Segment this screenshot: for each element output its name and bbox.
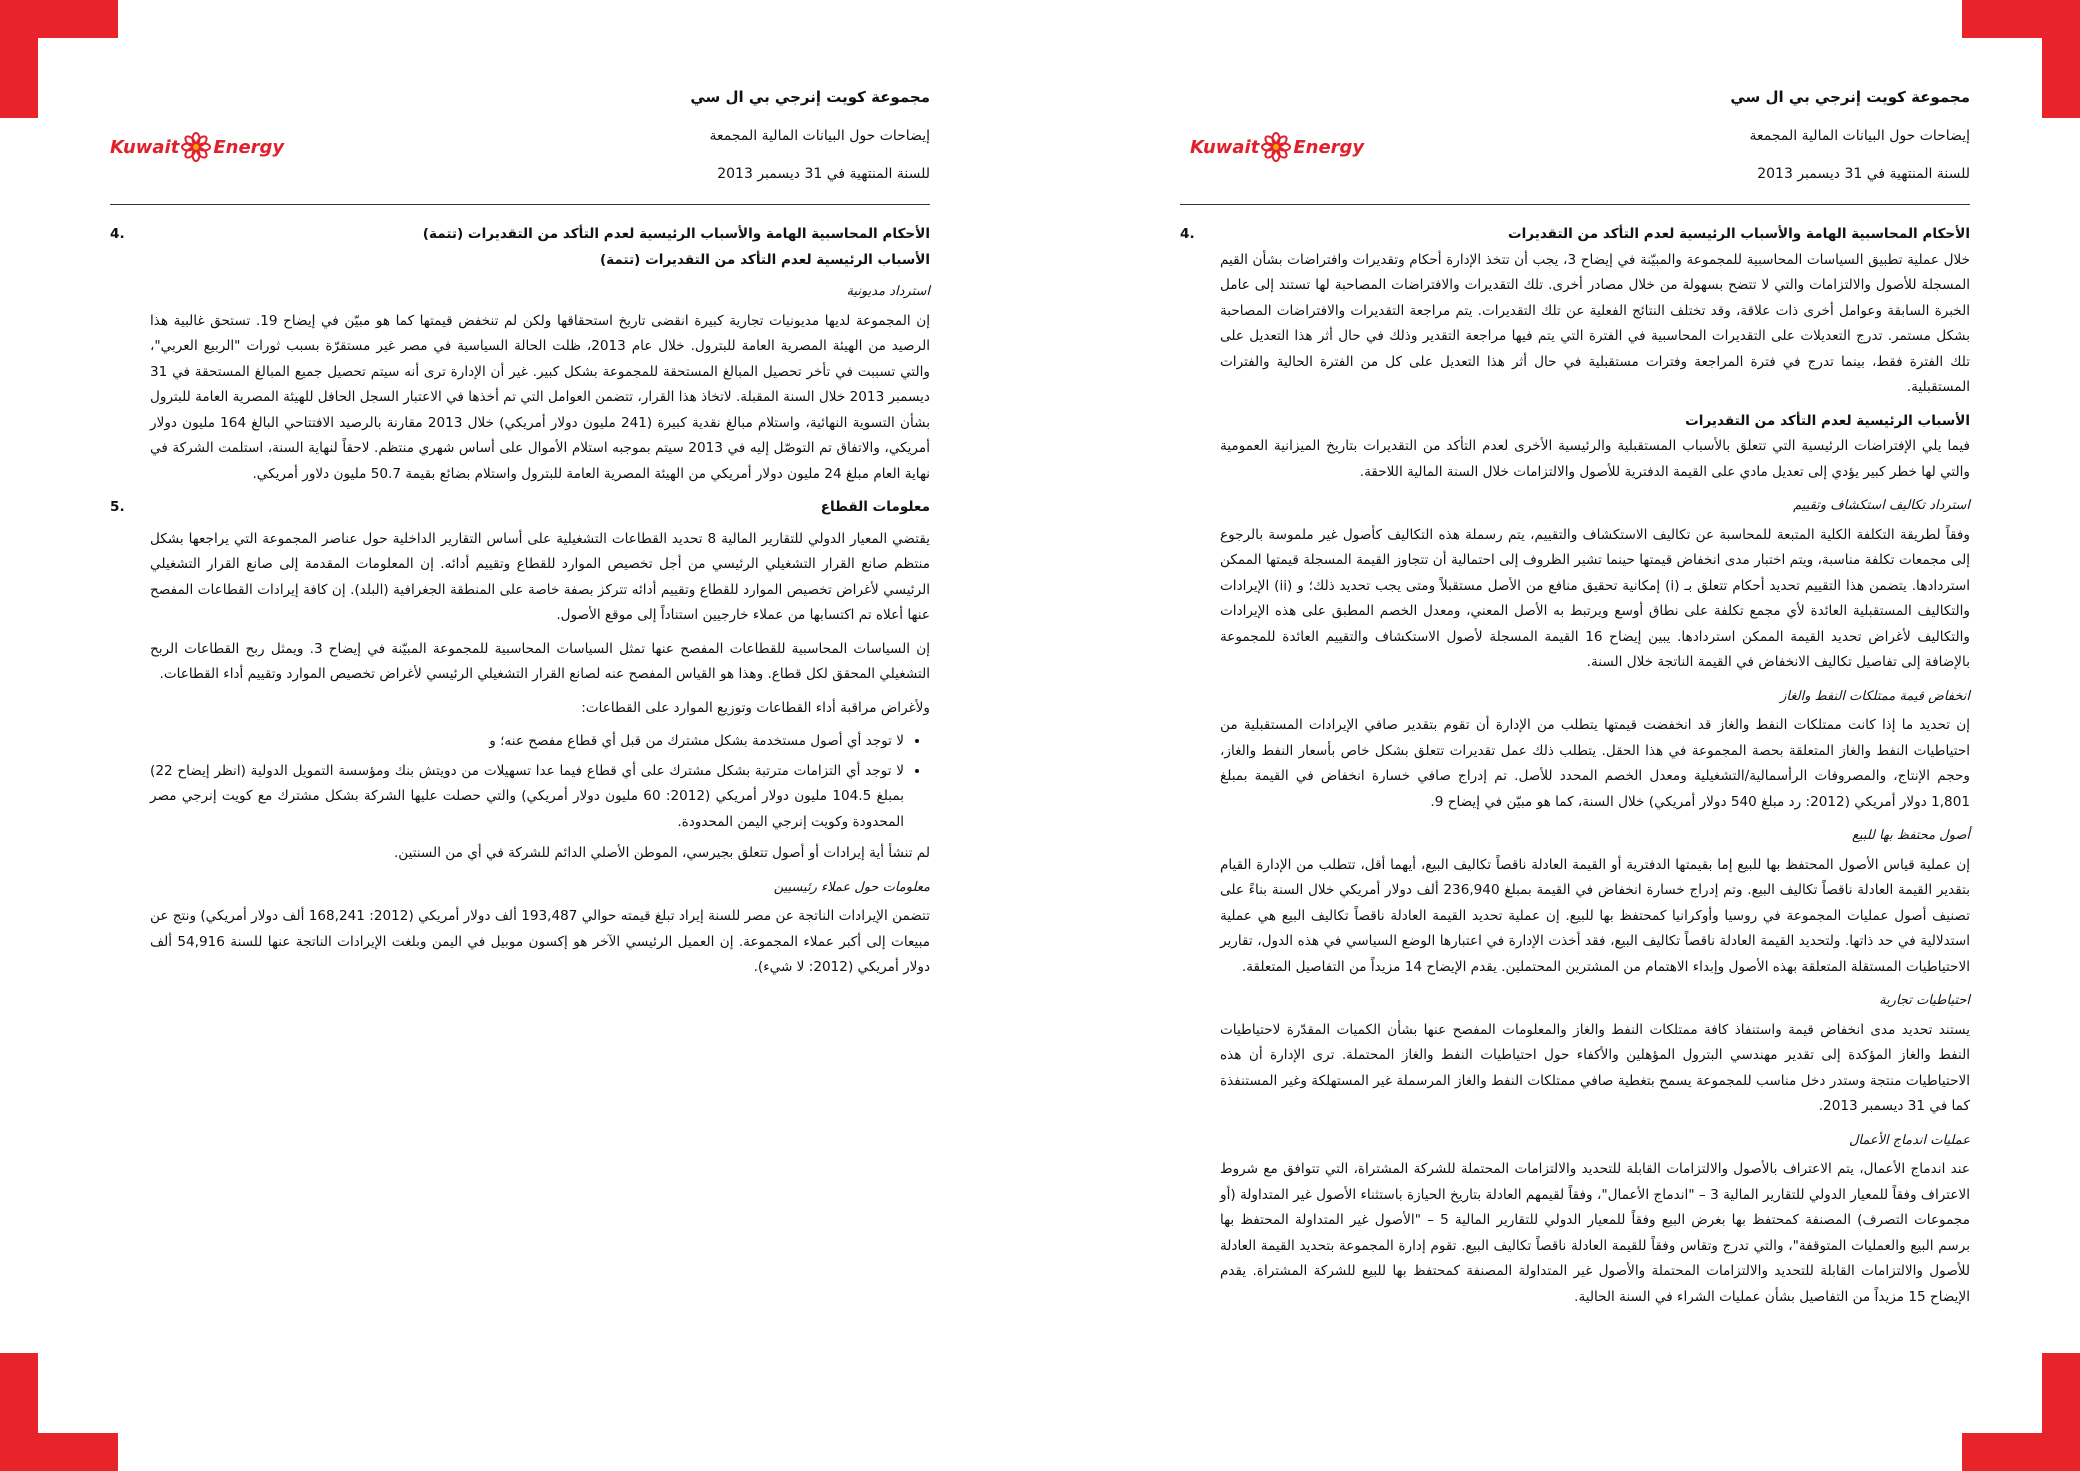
paragraph: عند اندماج الأعمال، يتم الاعتراف بالأصول والالتزامات القابلة للتحديد والالتزامات المحتملة للشركة المشتراة، التي تتوافق مع شروط الاعتراف وفقاً للمعيار الدولي للتقارير المالية 3 – "اندماج الأعمال"، وفقاً لقيمهم العادلة بتاريخ الحيازة باستثناء الأصول غير المتداولة (أو مجموعات التصرف) المصنفة كمحتفظ بها بغرض البيع وفقاً للمعيار الدولي للتقارير المالية 5 – "الأصول غير المتداولة المحتفظ بها برسم البيع والعمليات المتوقفة"، والتي تدرج وتقاس وفقاً للقيمة العادلة ناقصاً تكاليف البيع. تقوم إدارة المجموعة بتحديد القيمة العادلة للأصول والالتزامات القابلة للتحديد والالتزامات المحتملة والأصول غير المتداولة المصنفة كمحتفظ بها للبيع للشركة المشتراة. يقدم الإيضاح 15 مزيداً من التفاصيل بشأن عمليات الشراء في السنة الحالية. xyxy=(1220,1161,1971,1305)
paragraph: لم تنشأ أية إيرادات أو أصول تتعلق بجيرسي، الموطن الأصلي الدائم للشركة في أي من السنتين. xyxy=(393,845,930,861)
sub-heading: معلومات حول عملاء رئيسيين xyxy=(773,879,930,895)
sub-heading: عمليات اندماج الأعمال xyxy=(1848,1132,1970,1148)
flower-logo-icon xyxy=(181,132,211,162)
page-header xyxy=(1730,88,1970,182)
paragraph: إن السياسات المحاسبية للقطاعات المفصح عنها تمثل السياسات المحاسبية للمجموعة المبيّنة في إيضاح 3. ويمثل ربح القطاعات الربح التشغيلي المحقق لكل قطاع. وهذا هو القياس المفصح عنه لصانع القرار التشغيلي الرئيسي لأغراض تخصيص الموارد وتقييم أداء القطاعات. xyxy=(150,640,930,682)
logo-text-kuwait: Kuwait xyxy=(110,136,180,158)
section-number: 4. xyxy=(110,226,125,242)
section-title: معلومات القطاع xyxy=(820,499,930,515)
paragraph: وفقاً لطريقة التكلفة الكلية المتبعة للمحاسبة عن تكاليف الاستكشاف والتقييم، يتم رسملة هذه التكاليف كأصول غير ملموسة بالرجوع إلى مجمعات تكلفة مناسبة، ويتم اختبار مدى انخفاض قيمتها حينما تشير الظروف إلى احتمالية أن تتجاوز القيمة المسجلة قيمتها الممكن استردادها. يتضمن هذا التقييم تحديد أحكام تتعلق بـ (i) إمكانية تحقيق منافع من الأصل مستقبلاً ومتى يجب تحديد ذلك؛ و (ii) الإيرادات والتكاليف المستقبلية العائدة لأي مجمع تكلفة على نطاق أوسع ويرتبط به الأصل المعني، ومعدل الخصم المطبق على هذه الإيرادات والتكاليف لأغراض تحديد القيمة الممكن استردادها. يبين إيضاح 16 القيمة المسجلة لأصول الاستكشاف والتقييم العائدة للمجموعة بالإضافة إلى تفاصيل تكاليف الانخفاض في القيمة الناتجة خلال السنة. xyxy=(1220,526,1971,670)
logo-text-energy: Energy xyxy=(1293,136,1365,158)
sub-heading: استرداد مديونية xyxy=(846,284,930,299)
paragraph: تتضمن الإيرادات الناتجة عن مصر للسنة إيراد تبلغ قيمته حوالي 193,487 ألف دولار أمريكي (2012: 168,241 ألف دولار أمريكي) ونتج عن مبيعات إلى أكبر عملاء المجموعة. إن العميل الرئيسي الآخر هو إكسون موبيل في اليمن وبلغت الإيرادات الناتجة عنها للسنة 54,916 ألف دولار أمريكي (2012: لا شيء). xyxy=(150,908,931,975)
list-item: • لا توجد أي التزامات مترتبة بشكل مشترك على أي قطاع فيما عدا تسهيلات من دويتش بنك ومؤسسة التمويل الدولية (انظر إيضاح 22) بمبلغ 104.5 مليون دولار أمريكي (2012: 60 مليون دولار أمريكي) والتي حصلت عليها الشركة بشكل مشترك مع كويت إنرجي مصر المحدودة وكويت إنرجي اليمن المحدودة. xyxy=(150,759,904,836)
paragraph: إن عملية قياس الأصول المحتفظ بها للبيع إما بقيمتها الدفترية أو القيمة العادلة ناقصاً تكاليف البيع، أيهما أقل، تتطلب من الإدارة القيام بتقدير القيمة العادلة ناقصاً تكاليف البيع. وتم إدراج خسارة انخفاض في القيمة بمبلغ 236,940 ألف دولار أمريكي خلال السنة بناءً على تصنيف أصول عمليات المجموعة في روسيا وأوكرانيا كمحتفظ بها للبيع. إن عملية تحديد القيمة العادلة ناقصاً تكاليف البيع هي عملية استدلالية في حد ذاتها. ولتحديد القيمة العادلة ناقصاً تكاليف البيع، فقد أخذت الإدارة في اعتبارها الوضع السياسي في هذه الدول، تقارير الاحتياطيات المستقلة المتعلقة بهذه الأصول وإبداء الاهتمام من المشترين المحتملين. يقدم الإيضاح 14 مزيداً من التفاصيل المتعلقة. xyxy=(1220,856,1971,975)
logo-text-energy: Energy xyxy=(213,136,285,158)
section-number: 4. xyxy=(1180,226,1195,242)
right-page-body xyxy=(1180,222,1970,1318)
report-period: للسنة المنتهية في 31 ديسمبر 2013 xyxy=(1757,166,1970,182)
header-divider xyxy=(110,204,930,205)
left-page-body xyxy=(110,222,930,989)
section-title: الأحكام المحاسبية الهامة والأسباب الرئيسية لعدم التأكد من التقديرات (تتمة) xyxy=(422,226,930,242)
section-title: الأحكام المحاسبية الهامة والأسباب الرئيسية لعدم التأكد من التقديرات xyxy=(1507,226,1970,242)
right-page xyxy=(1180,0,1970,1471)
list-item: • لا توجد أي أصول مستخدمة بشكل مشترك من قبل أي قطاع مفصح عنه؛ و xyxy=(150,729,904,755)
paragraph: إن المجموعة لديها مديونيات تجارية كبيرة انقضى تاريخ استحقاقها ولكن لم تنخفض قيمتها كما هو مبيّن في إيضاح 19. تستحق غالبية هذا الرصيد من الهيئة المصرية العامة للبترول. خلال عام 2013، ظلت الحالة السياسية في مصر غير مستقرّة بسبب ثورات "الربيع العربي"، والتي تسببت في تأخر تحصيل المبالغ المستحقة للمجموعة بشكل كبير. غير أن الإدارة ترى أنه سيتم تحصيل جميع المبالغ المستحقة في 31 ديسمبر 2013 خلال السنة المقبلة. لاتخاذ هذا القرار، تتضمن العوامل التي تم أخذها في الاعتبار السجل الحافل للهيئة المصرية العامة للبترول بشأن التسوية النهائية، واستلام مبالغ نقدية كبيرة (241 مليون دولار أمريكي) خلال 2013 مقارنة بالرصيد الافتتاحي البالغ 164 مليون دولار أمريكي، والاتفاق تم التوصّل إليه في 2013 سيتم بموجبه استلام الأموال على أساس شهري منتظم. لاحقاً لنهاية السنة، استلمت الشركة في نهاية العام مبلغ 24 مليون دولار أمريكي من الهيئة المصرية العامة للبترول واستلام بضائع بقيمة 50.7 مليون دلاور أمريكي. xyxy=(150,312,931,482)
flower-logo-icon xyxy=(1261,132,1291,162)
left-page xyxy=(110,0,930,1471)
paragraph: ولأغراض مراقبة أداء القطاعات وتوزيع الموارد على القطاعات: xyxy=(581,699,930,716)
report-subtitle: إيضاحات حول البيانات المالية المجمعة xyxy=(1749,128,1970,144)
section-number: 5. xyxy=(110,499,125,515)
kuwait-energy-logo xyxy=(1190,132,1364,162)
note-4 xyxy=(1180,222,1970,1318)
company-name: مجموعة كويت إنرجي بي ال سي xyxy=(1730,88,1970,106)
header-divider xyxy=(1180,204,1970,205)
report-subtitle: إيضاحات حول البيانات المالية المجمعة xyxy=(709,128,930,144)
note-5 xyxy=(110,495,930,989)
company-name: مجموعة كويت إنرجي بي ال سي xyxy=(690,88,930,106)
section-subtitle: الأسباب الرئيسية لعدم التأكد من التقديرات (تتمة) xyxy=(599,251,930,268)
paragraph: يقتضي المعيار الدولي للتقارير المالية 8 تحديد القطاعات التشغيلية على أساس التقارير الداخلية حول عناصر المجموعة التي يراجعها بشكل منتظم صانع القرار التشغيلي الرئيسي من أجل تخصيص الموارد للقطاع وتقييم أدائه. إن المعلومات المقدمة إلى صانع القرار التشغيلي الرئيسي لأغراض تخصيص الموارد للقطاع وتقييم أدائه تتركز بصفة خاصة على المنطقة الجغرافية (البلد). إن كافة إيرادات القطاعات المفصح عنها أعلاه تم اكتسابها من عملاء خارجيين استناداً إلى موقع الأصول. xyxy=(150,530,930,623)
paragraph: خلال عملية تطبيق السياسات المحاسبية للمجموعة والمبيّنة في إيضاح 3، يجب أن تتخذ الإدارة أحكام وتقديرات وافتراضات بشأن القيم المسجلة للأصول والالتزامات والتي لا تتضح بسهولة من خلال مصادر أخرى. تلك التقديرات والافتراضات المصاحبة لها تستند إلى عامل الخبرة السابقة وعوامل أخرى ذات علاقة، وقد تختلف النتائج الفعلية عن تلك التقديرات. يتم مراجعة التقديرات والافتراضات المصاحبة بشكل مستمر. تدرج التعديلات على التقديرات المحاسبية في الفترة التي يتم فيها مراجعة التقدير وذلك في حال أثر هذا التعديل على تلك الفترة فقط، بينما تدرج في فترة المراجعة وفترات مستقبلية في حال أثر هذا التعديل على كل من الفترة الحالية والفترات المستقبلية. xyxy=(1220,251,1970,395)
sub-heading: انخفاض قيمة ممتلكات النفط والغاز xyxy=(1780,688,1970,704)
sub-heading: استرداد تكاليف استكشاف وتقييم xyxy=(1793,498,1970,513)
paragraph: فيما يلي الإفتراضات الرئيسية التي تتعلق بالأسباب المستقبلية والرئيسية الأخرى لعدم التأكد من التقديرات بتاريخ الميزانية العمومية والتي لها خطر كبير يؤدي إلى تعديل مادي على القيمة الدفترية للأصول والالتزامات خلال السنة المالية اللاحقة. xyxy=(1220,438,1970,480)
paragraph: إن تحديد ما إذا كانت ممتلكات النفط والغاز قد انخفضت قيمتها يتطلب من الإدارة أن تقوم بتقدير صافي الإيرادات المستقبلية من احتياطيات النفط والغاز المتعلقة بحصة المجموعة في هذا الحقل. يتطلب ذلك عمل تقديرات تتعلق بشكل خاص بأسعار النفط والغاز، وحجم الإنتاج، والمصروفات الرأسمالية/التشغيلية ومعدل الخصم المحدد للأصل. تم إدراج صافي خسارة انخفاض في القيمة بمبلغ 1,801 دولار أمريكي (2012: رد مبلغ 540 دولار أمريكي) خلال السنة، كما هو مبيّن في إيضاح 9. xyxy=(1220,717,1970,810)
sub-heading: احتياطيات تجارية xyxy=(1879,993,1970,1008)
logo-text-kuwait: Kuwait xyxy=(1190,136,1260,158)
section-subtitle: الأسباب الرئيسية لعدم التأكد من التقديرات xyxy=(1685,412,1970,429)
report-period: للسنة المنتهية في 31 ديسمبر 2013 xyxy=(717,166,930,182)
sub-heading: أصول محتفظ بها للبيع xyxy=(1851,828,1970,843)
kuwait-energy-logo xyxy=(110,132,284,162)
paragraph: يستند تحديد مدى انخفاض قيمة واستنفاذ كافة ممتلكات النفط والغاز والمعلومات المفصح عنها بشأن الكميات المقدّرة لاحتياطيات النفط والغاز المؤكدة إلى تقدير مهندسي البترول المؤهلين والأكفاء حول احتياطيات النفط والغاز المحتملة. ترى الإدارة أن هذه الاحتياطيات منتجة وستدر دخل مناسب للمجموعة يسمح بتغطية صافي ممتلكات النفط والغاز المرسملة غير المستهلكة وغير المستنفذة كما في 31 ديسمبر 2013. xyxy=(1220,1021,1970,1114)
bullet-list xyxy=(150,729,930,835)
note-4-continued xyxy=(110,222,930,495)
page-header xyxy=(690,88,930,182)
